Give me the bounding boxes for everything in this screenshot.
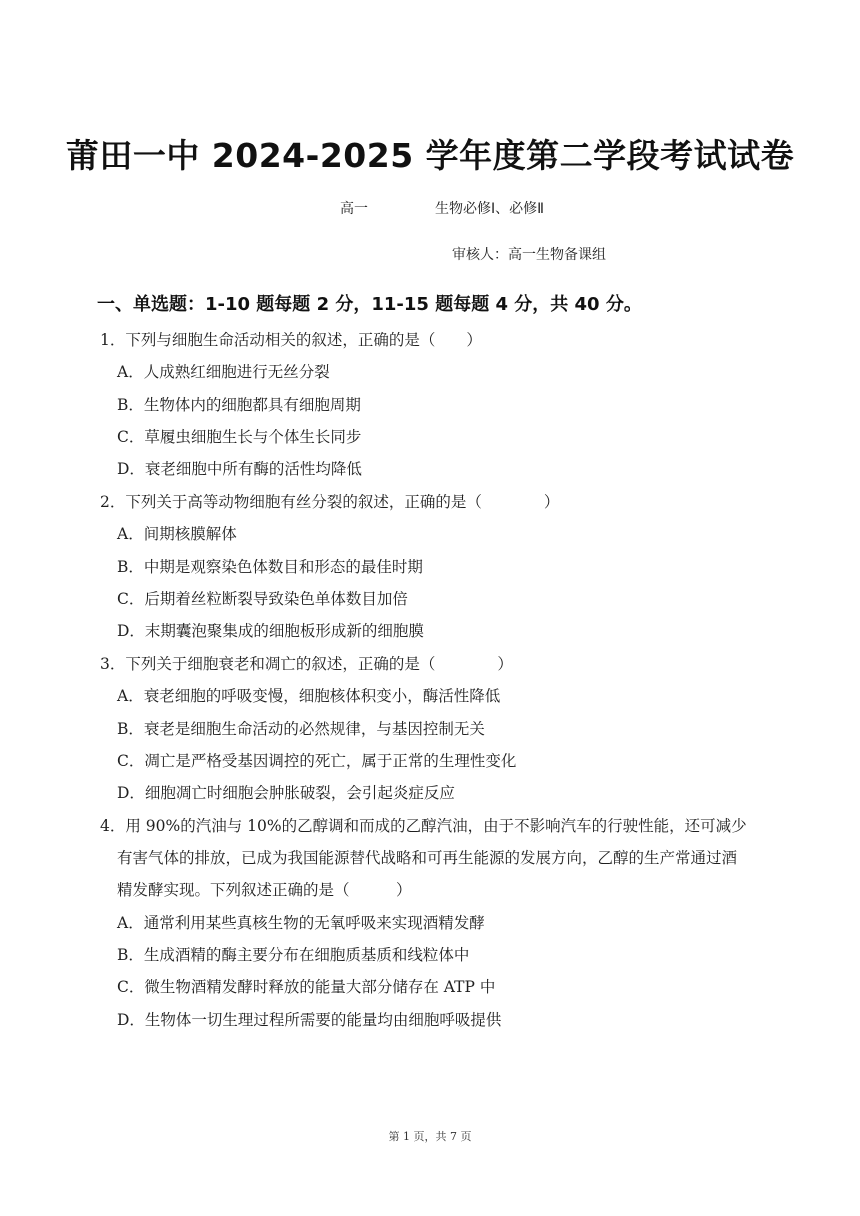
page-number: 第 1 页，共 7 页 — [388, 1130, 472, 1143]
grade-label: 高一 — [340, 201, 368, 217]
question-4-option-b: B．生成酒精的酶主要分布在细胞质基质和线粒体中 — [117, 946, 470, 964]
question-1-stem: 1．下列与细胞生命活动相关的叙述，正确的是（ ） — [100, 331, 482, 349]
question-4-stem-line-3: 精发酵实现。下列叙述正确的是（ ） — [117, 881, 412, 899]
question-3-stem: 3．下列关于细胞衰老和凋亡的叙述，正确的是（ ） — [100, 655, 513, 673]
question-3-option-c: C．凋亡是严格受基因调控的死亡，属于正常的生理性变化 — [117, 752, 517, 770]
question-1-option-a: A．人成熟红细胞进行无丝分裂 — [117, 363, 330, 381]
question-3-option-a: A．衰老细胞的呼吸变慢，细胞核体积变小，酶活性降低 — [117, 687, 501, 705]
question-1-option-d: D．衰老细胞中所有酶的活性均降低 — [117, 460, 362, 478]
question-4-stem-line-2: 有害气体的排放，已成为我国能源替代战略和可再生能源的发展方向，乙醇的生产常通过酒 — [117, 849, 738, 867]
question-4-option-c: C．微生物酒精发酵时释放的能量大部分储存在 ATP 中 — [117, 978, 496, 996]
subject-label: 生物必修Ⅰ、必修Ⅱ — [435, 201, 545, 217]
question-1-option-b: B．生物体内的细胞都具有细胞周期 — [117, 396, 361, 414]
question-2-stem: 2．下列关于高等动物细胞有丝分裂的叙述，正确的是（ ） — [100, 493, 560, 511]
section-title: 一、单选题：1-10 题每题 2 分，11-15 题每题 4 分，共 40 分。 — [97, 294, 642, 315]
question-3-option-d: D．细胞凋亡时细胞会肿胀破裂，会引起炎症反应 — [117, 784, 455, 802]
question-4-option-d: D．生物体一切生理过程所需要的能量均由细胞呼吸提供 — [117, 1011, 502, 1029]
question-1-option-c: C．草履虫细胞生长与个体生长同步 — [117, 428, 362, 446]
reviewer-label: 审核人：高一生物备课组 — [452, 247, 606, 263]
question-2-option-b: B．中期是观察染色体数目和形态的最佳时期 — [117, 558, 423, 576]
question-4-option-a: A．通常利用某些真核生物的无氧呼吸来实现酒精发酵 — [117, 914, 485, 932]
exam-title: 莆田一中 2024-2025 学年度第二学段考试试卷 — [65, 136, 795, 175]
question-2-option-c: C．后期着丝粒断裂导致染色单体数目加倍 — [117, 590, 408, 608]
question-2-option-d: D．末期囊泡聚集成的细胞板形成新的细胞膜 — [117, 622, 424, 640]
question-4-stem-line-1: 4．用 90%的汽油与 10%的乙醇调和而成的乙醇汽油，由于不影响汽车的行驶性能，还可减少 — [100, 817, 747, 835]
question-3-option-b: B．衰老是细胞生命活动的必然规律，与基因控制无关 — [117, 720, 485, 738]
question-2-option-a: A．间期核膜解体 — [117, 525, 237, 543]
